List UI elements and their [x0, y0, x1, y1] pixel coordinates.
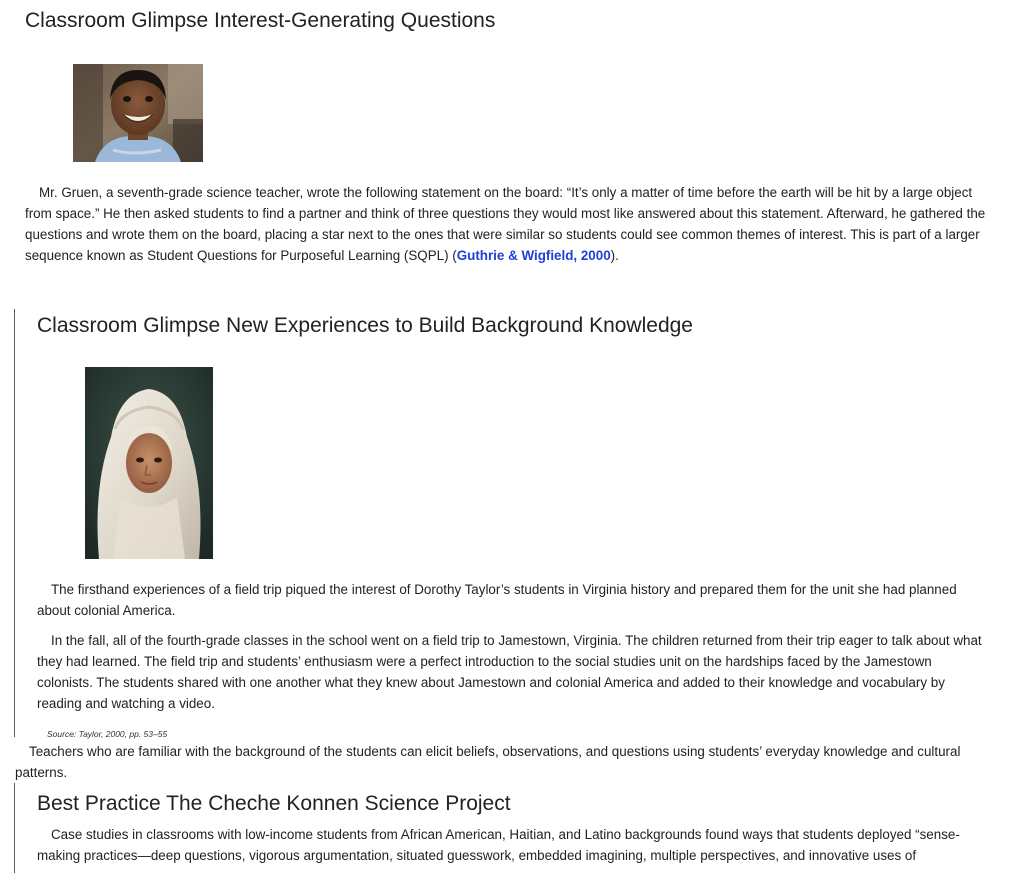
best-practice-paragraph: Case studies in classrooms with low-income students from African American, Haitian, and Latino backgrounds found ways that students deployed “sense-making practices—deep questions, vigorous argumentation, situated guesswork, embedded imagining, multiple perspectives, and innovative uses of — [37, 827, 960, 863]
teachers-paragraph: Teachers who are familiar with the background of the students can elicit beliefs, observations, and questions using students’ everyday knowledge and cultural patterns. — [15, 744, 961, 780]
citation-link[interactable]: Guthrie & Wigfield, 2000 — [456, 248, 611, 263]
best-practice-box — [14, 783, 999, 873]
source-citation: Source: Taylor, 2000, pp. 53–55 — [47, 729, 168, 739]
glimpse1-paragraph — [25, 182, 1000, 266]
glimpse1-title: Classroom Glimpse Interest-Generating Questions — [25, 9, 496, 32]
glimpse2-paragraph-1: The firsthand experiences of a field trip piqued the interest of Dorothy Taylor’s students in Virginia history and prepared them for the unit she had planned about colonial America. — [37, 582, 957, 618]
glimpse2-paragraph-2: In the fall, all of the fourth-grade classes in the school went on a field trip to Jamestown, Virginia. The children returned from their trip eager to talk about what they had learned. The field trip and students’ enthusiasm were a perfect introduction to the social studies unit on the hardships faced by the Jamestown colonists. The students shared with one another what they knew about Jamestown and colonial America and added to their knowledge and vocabulary by reading and watching a video. — [37, 633, 982, 711]
girl-in-headscarf-photo — [85, 367, 213, 559]
glimpse1-paragraph-end: ). — [610, 248, 619, 263]
smiling-girl-photo — [73, 64, 203, 162]
glimpse1-paragraph-text: Mr. Gruen, a seventh-grade science teacher, wrote the following statement on the board: “It’s only a matter of time before the earth will be hit by a large object from space.” He then asked students to find a partner and think of three questions they would most like answered about this statement. Afterward, he gathered the questions and wrote them on the board, placing a star next to the ones that were similar so students could see common themes of interest. This is part of a larger sequence known as Student Questions for Purposeful Learning (SQPL) ( — [25, 185, 986, 263]
glimpse2-title: Classroom Glimpse New Experiences to Build Background Knowledge — [37, 314, 693, 337]
best-practice-title: Best Practice The Cheche Konnen Science Project — [37, 792, 511, 815]
classroom-glimpse-background — [14, 309, 984, 737]
classroom-glimpse-questions — [25, 9, 1000, 266]
